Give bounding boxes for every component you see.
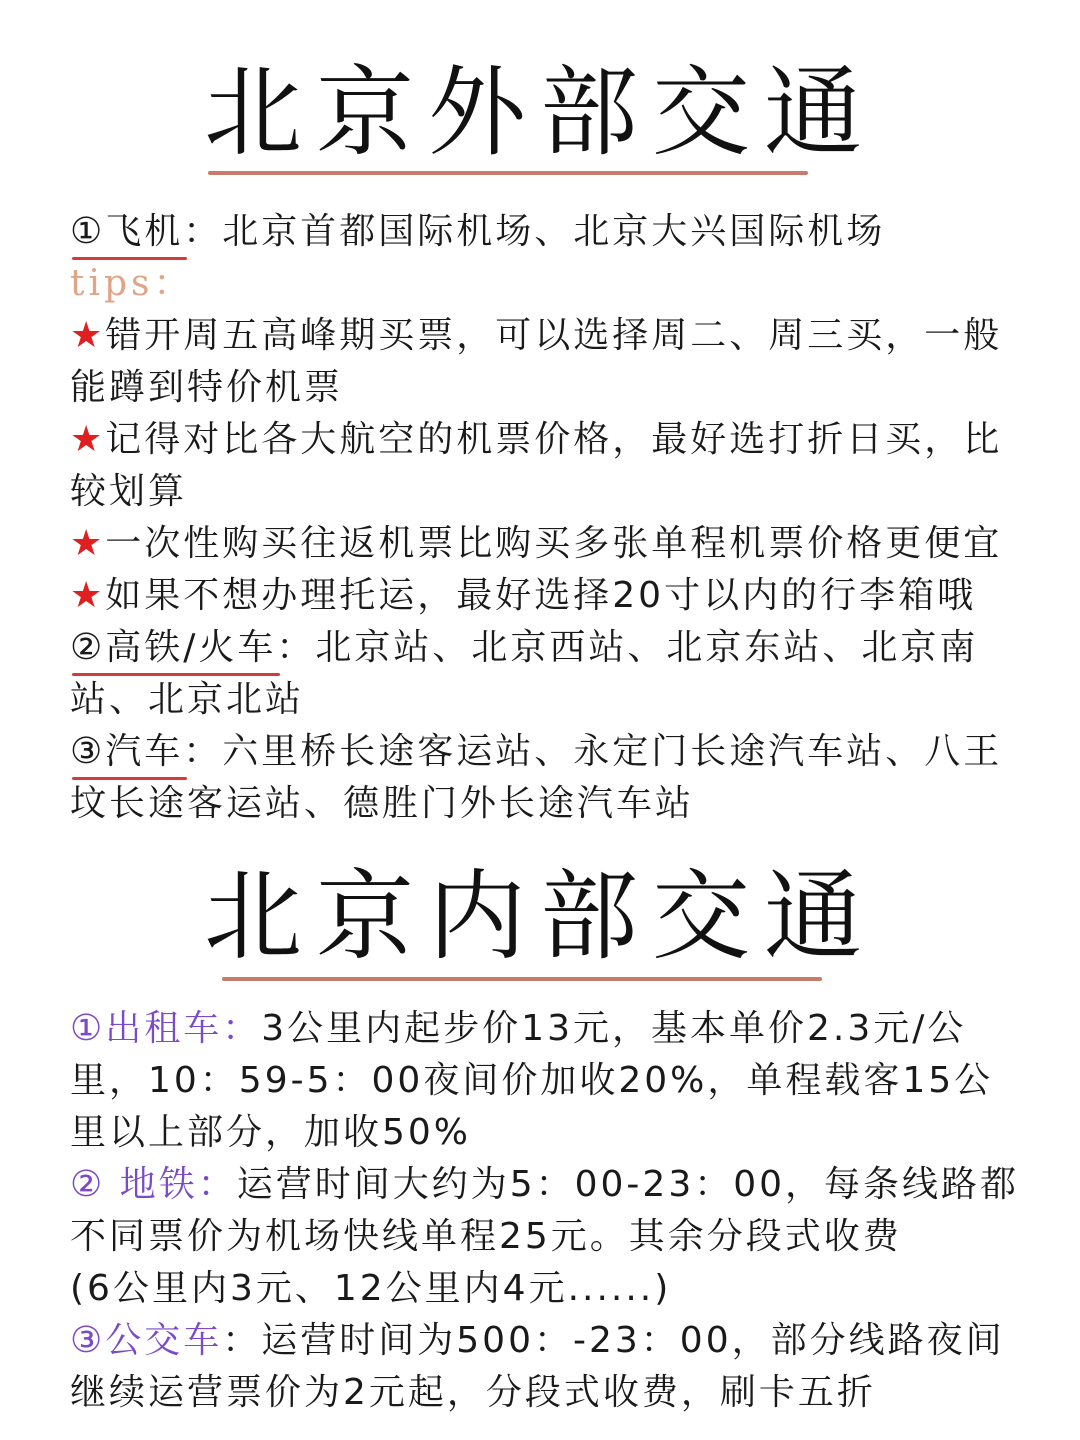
- bus-label-group: [70, 726, 183, 778]
- plane-number: ①: [70, 211, 106, 252]
- train-label-group: [70, 622, 276, 674]
- plane-item: [70, 206, 1030, 258]
- tip-text: 如果不想办理托运，最好选择20寸以内的行李箱哦: [105, 575, 977, 616]
- star-icon: ★: [70, 419, 106, 460]
- citybus-item: [70, 1315, 1030, 1419]
- subway-item: [70, 1159, 1030, 1263]
- tips-label: tips：: [70, 263, 194, 304]
- train-number: ②: [70, 627, 106, 668]
- citybus-label: ③公交车: [70, 1320, 223, 1361]
- taxi-label: ①出租车：: [70, 1008, 262, 1049]
- bus-text: ：六里桥长途客运站、永定门长途汽车站、八王坟长途客运站、德胜门外长途汽车站: [70, 731, 1003, 824]
- tip-item: [70, 570, 1030, 622]
- external-title-underline: [208, 171, 808, 175]
- tip-item: [70, 518, 1030, 570]
- taxi-text: 3公里内起步价13元，基本单价2.3元/公里，10：59-5：00夜间价加收20%，单程载客15公里以上部分，加收50%: [70, 1008, 994, 1153]
- subway-fare-note: (6公里内3元、12公里内4元......): [70, 1268, 672, 1309]
- internal-transport-section: [70, 1003, 1030, 1419]
- tip-item: [70, 310, 1030, 414]
- plane-label-group: [70, 206, 183, 258]
- train-item: [70, 622, 1030, 726]
- subway-label: ② 地铁：: [70, 1164, 237, 1205]
- train-text: ：北京站、北京西站、北京东站、北京南站、北京北站: [70, 627, 979, 720]
- internal-title-underline: [222, 977, 822, 981]
- train-label: 高铁/火车: [105, 627, 277, 668]
- plane-label: 飞机: [105, 211, 184, 252]
- taxi-item: [70, 1003, 1030, 1159]
- bus-item: [70, 726, 1030, 830]
- internal-transport-title: 北京内部交通: [203, 860, 876, 974]
- star-icon: ★: [70, 315, 106, 356]
- external-transport-section: [70, 206, 1030, 830]
- plane-text: ：北京首都国际机场、北京大兴国际机场: [183, 211, 886, 252]
- tip-text: 一次性购买往返机票比购买多张单程机票价格更便宜: [105, 523, 1003, 564]
- bus-label: 汽车: [105, 731, 184, 772]
- subway-text: 运营时间大约为5：00-23：00，每条线路都不同票价为机场快线单程25元。其余分段式收费: [70, 1164, 1020, 1257]
- tip-item: [70, 414, 1030, 518]
- external-transport-title: 北京外部交通: [203, 56, 876, 170]
- star-icon: ★: [70, 523, 106, 564]
- tip-text: 记得对比各大航空的机票价格，最好选打折日买，比较划算: [70, 419, 1003, 512]
- star-icon: ★: [70, 575, 106, 616]
- tip-text: 错开周五高峰期买票，可以选择周二、周三买，一般能蹲到特价机票: [70, 315, 1003, 408]
- bus-number: ③: [70, 731, 106, 772]
- citybus-text: ：运营时间为500：-23：00，部分线路夜间继续运营票价为2元起，分段式收费，刷卡五折: [70, 1320, 1005, 1413]
